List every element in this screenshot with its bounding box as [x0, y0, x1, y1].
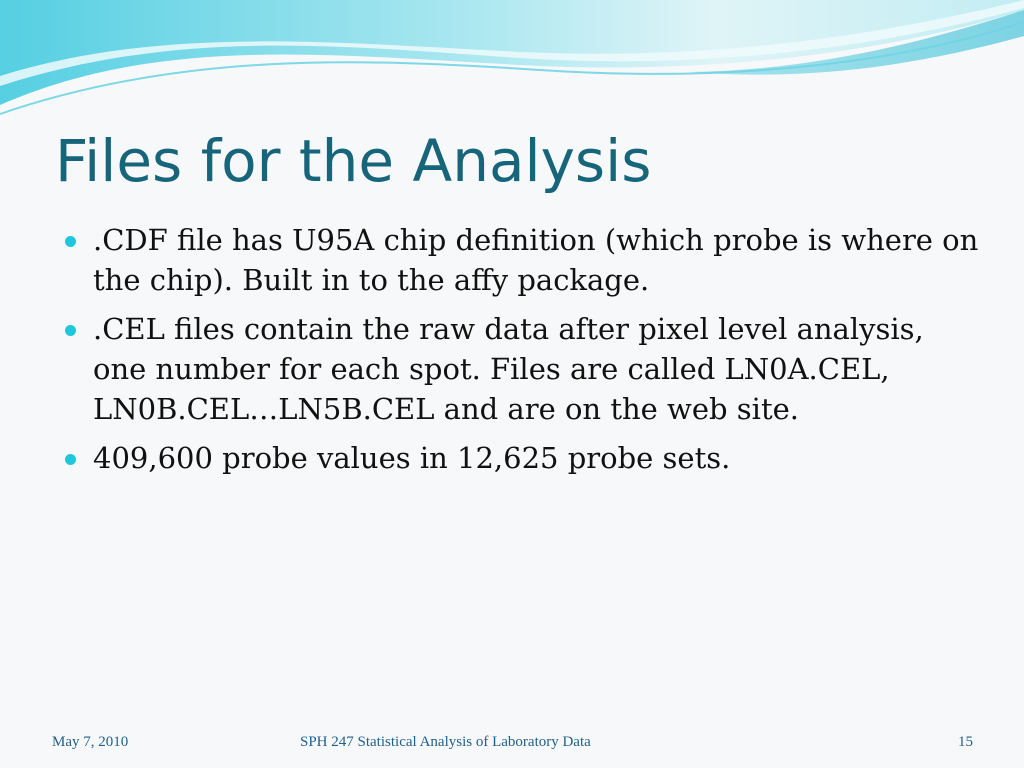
bullet-text: 409,600 probe values in 12,625 probe sets. [93, 441, 731, 475]
bullet-item [62, 309, 982, 429]
footer-course-title: SPH 247 Statistical Analysis of Laboratory Data [300, 734, 591, 750]
slide-title: Files for the Analysis [55, 127, 652, 195]
bullet-item [62, 438, 982, 478]
bullet-text: .CDF file has U95A chip definition (which probe is where on the chip). Built in to the affy package. [93, 223, 979, 297]
bullet-list [62, 220, 982, 487]
bullet-dot-icon [65, 236, 76, 247]
bullet-dot-icon [65, 325, 76, 336]
footer-date: May 7, 2010 [52, 734, 129, 750]
footer-page-number: 15 [958, 734, 973, 750]
bullet-item [62, 220, 982, 300]
bullet-text: .CEL files contain the raw data after pixel level analysis, one number for each spot. Files are called LN0A.CEL, LN0B.CEL…LN5B.CEL and are on the web site. [93, 312, 924, 426]
bullet-dot-icon [65, 454, 76, 465]
decorative-wave [0, 0, 1024, 130]
